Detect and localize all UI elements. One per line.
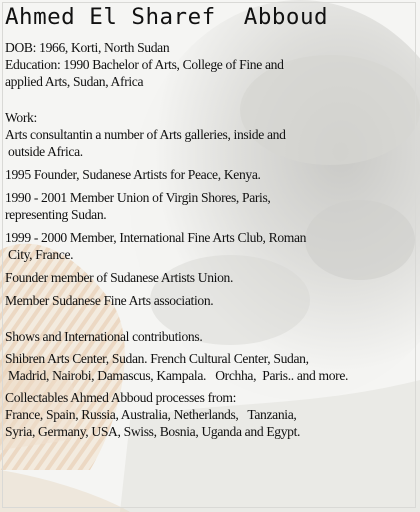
work-item-3-line-2: representing Sudan. xyxy=(5,207,107,222)
collectables-line-3: Syria, Germany, USA, Swiss, Bosnia, Uganda and Egypt. xyxy=(5,424,301,439)
work-heading: Work: xyxy=(5,110,37,125)
work-item-1-line-1: Arts consultantin a number of Arts galleries, inside and xyxy=(5,127,286,142)
artist-name-heading: Ahmed El Sharef Abboud xyxy=(5,4,329,30)
work-item-2: 1995 Founder, Sudanese Artists for Peace, Kenya. xyxy=(5,167,261,182)
shows-line-2: Madrid, Nairobi, Damascus, Kampala. Orchha, Paris.. and more. xyxy=(5,368,349,383)
work-item-6: Member Sudanese Fine Arts association. xyxy=(5,293,214,308)
dob-line: DOB: 1966, Korti, North Sudan xyxy=(5,40,170,55)
work-item-3-line-1: 1990 - 2001 Member Union of Virgin Shores, Paris, xyxy=(5,190,271,205)
education-line-2: applied Arts, Sudan, Africa xyxy=(5,74,144,89)
shows-heading: Shows and International contributions. xyxy=(5,329,203,344)
work-item-4-line-2: City, France. xyxy=(5,247,74,262)
collectables-line-2: France, Spain, Russia, Australia, Netherlands, Tanzania, xyxy=(5,407,297,422)
work-item-5: Founder member of Sudanese Artists Union. xyxy=(5,270,234,285)
work-item-1-line-2: outside Africa. xyxy=(5,144,83,159)
collectables-line-1: Collectables Ahmed Abboud processes from: xyxy=(5,390,237,405)
shows-line-1: Shibren Arts Center, Sudan. French Cultural Center, Sudan, xyxy=(5,351,309,366)
biography-text xyxy=(5,39,415,440)
work-item-4-line-1: 1999 - 2000 Member, International Fine Arts Club, Roman xyxy=(5,230,307,245)
education-line-1: Education: 1990 Bachelor of Arts, College of Fine and xyxy=(5,57,284,72)
